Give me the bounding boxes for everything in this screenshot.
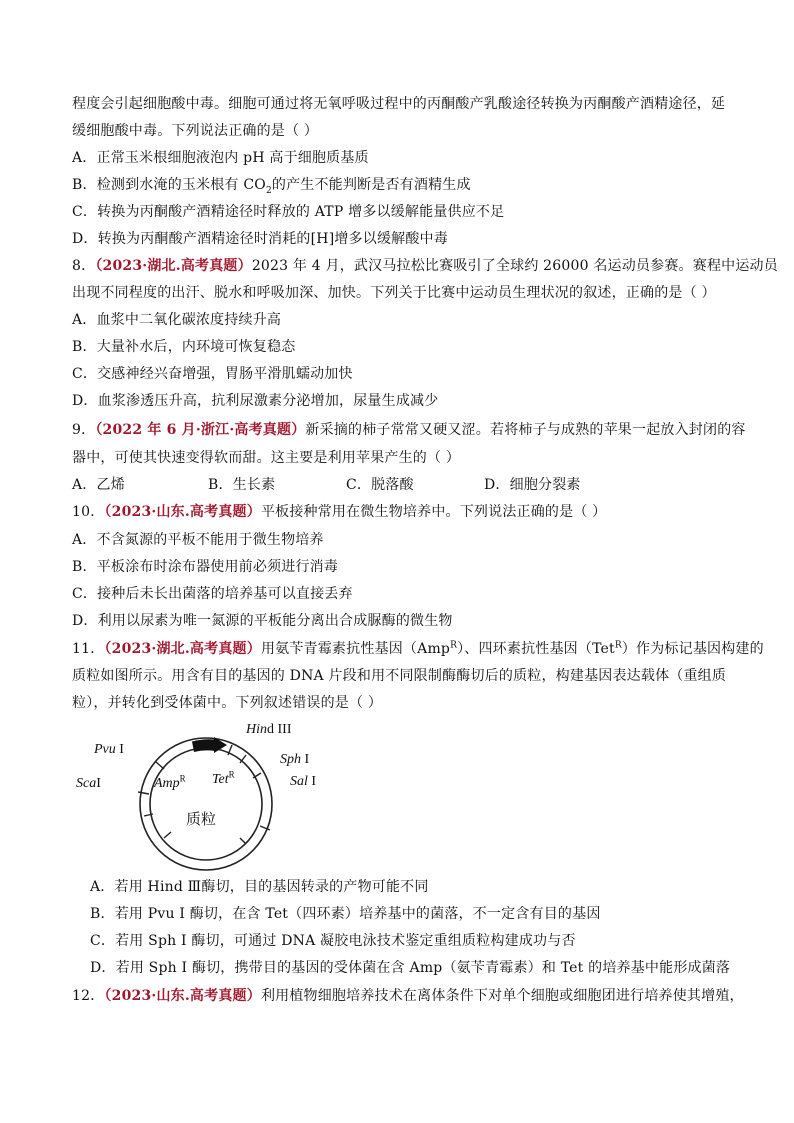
q9-options-row	[72, 475, 732, 495]
q8-option-b: B．大量补水后，内环境可恢复稳态	[72, 339, 296, 355]
q8-option-a: A．血浆中二氧化碳浓度持续升高	[72, 312, 282, 328]
q10-number: 10．	[72, 504, 105, 520]
tet-label: Tet$^R$	[212, 769, 235, 787]
q7-text-line1: 程度会引起细胞酸中毒。细胞可通过将无氧呼吸过程中的丙酮酸产乳酸途径转换为丙酮酸产酒精途径，延	[72, 96, 726, 112]
plasmid-outer-circle	[140, 738, 272, 870]
pvu-label: Pvu I	[94, 742, 124, 757]
q11-stem-b: ）、四环素抗性基因（Tet	[457, 641, 615, 657]
ring-tick-1	[164, 832, 171, 838]
q8-number: 8．	[72, 258, 96, 274]
gene-arrow-body	[192, 739, 215, 752]
q10-text-line1	[72, 502, 732, 522]
q11-option-d: D．若用 Sph I 酶切，携带目的基因的受体菌在含 Amp（氨苄青霉素）和 Tet 的培养基中能形成菌落	[90, 960, 731, 976]
q11-stem-a: 用氨苄青霉素抗性基因（Amp	[260, 641, 451, 657]
hind-label: Hind III	[246, 722, 292, 737]
q11-sup-r2: R	[614, 640, 622, 651]
q8-text-line2: 出现不同程度的出汗、脱水和呼吸加深、加快。下列关于比赛中运动员生理状况的叙述，正确的是（ ）	[72, 285, 716, 301]
pvu-site-tick	[156, 762, 164, 769]
q8-option-c: C．交感神经兴奋增强，胃肠平滑肌蠕动加快	[72, 366, 353, 382]
sal-label: Sal I	[290, 774, 317, 789]
q8-source: （2023·湖北.高考真题）	[95, 258, 252, 274]
q7-option-c: C．转换为丙酮酸产酒精途径时释放的 ATP 增多以缓解能量供应不足	[72, 204, 505, 220]
q7-option-b-pre: B．检测到水淹的玉米根有 CO	[72, 177, 266, 193]
q10-option-b: B．平板涂布时涂布器使用前必须进行消毒	[72, 559, 339, 575]
q10-stem: 平板接种常用在微生物培养中。下列说法正确的是（ ）	[260, 504, 607, 520]
q12-text-line1	[72, 986, 744, 1006]
q10-option-d: D．利用以尿素为唯一氮源的平板能分离出合成脲酶的微生物	[72, 613, 453, 629]
q7-option-b-post: 的产生不能判断是否有酒精生成	[271, 177, 471, 193]
q12-stem: 利用植物细胞培养技术在离体条件下对单个细胞或细胞团进行培养使其增殖，	[260, 988, 744, 1004]
q8-text-line1	[72, 256, 778, 276]
ring-tick-2	[240, 838, 246, 844]
q11-number: 11．	[72, 641, 105, 657]
q9-number: 9．	[72, 422, 96, 438]
q7-option-b	[72, 175, 732, 195]
q9-text-line1	[72, 420, 746, 440]
q9-option-d: D．细胞分裂素	[484, 477, 581, 493]
q12-number: 12．	[72, 988, 105, 1004]
q7-option-a: A．正常玉米根细胞液泡内 pH 高于细胞质基质	[72, 150, 369, 166]
q7-option-b-sub: 2	[265, 185, 272, 196]
q11-source: （2023·湖北.高考真题）	[104, 641, 261, 657]
q9-text-line2: 器中，可使其快速变得软而甜。这主要是利用苹果产生的（ ）	[72, 450, 461, 466]
q12-source: （2023·山东.高考真题）	[104, 988, 261, 1004]
q9-option-c: C．脱落酸	[346, 477, 414, 493]
q11-text-line1	[72, 639, 764, 659]
q9-source: （2022 年 6 月·浙江·高考真题）	[95, 422, 306, 438]
q9-option-a: A．乙烯	[72, 477, 125, 493]
q9-option-b: B．生长素	[208, 477, 276, 493]
sca-site-tick	[138, 792, 149, 794]
q7-option-d: D．转换为丙酮酸产酒精途径时消耗的[H]增多以缓解酸中毒	[72, 231, 448, 247]
sph-label: Sph I	[280, 752, 310, 767]
q9-stem: 新采摘的柿子常常又硬又涩。若将柿子与成熟的苹果一起放入封闭的容	[305, 422, 746, 438]
q10-source: （2023·山东.高考真题）	[104, 504, 261, 520]
q11-option-a: A．若用 Hind Ⅲ酶切，目的基因转录的产物可能不同	[90, 879, 429, 895]
amp-label: Amp$^R$	[154, 773, 186, 791]
q10-option-c: C．接种后未长出菌落的培养基可以直接丢弃	[72, 586, 353, 602]
q11-option-c: C．若用 Sph I 酶切，可通过 DNA 凝胶电泳技术鉴定重组质粒构建成功与否	[90, 933, 576, 949]
q11-text-line3: 粒），并转化到受体菌中。下列叙述错误的是（ ）	[72, 695, 383, 711]
q11-stem-c: ）作为标记基因构建的	[621, 641, 764, 657]
plasmid-diagram	[72, 718, 332, 878]
plasmid-center-label: 质粒	[186, 810, 217, 828]
sca-label: ScaI	[76, 776, 101, 791]
q7-text-line2: 缓细胞酸中毒。下列说法正确的是（ ）	[72, 123, 319, 139]
q8-option-d: D．血浆渗透压升高，抗利尿激素分泌增加，尿量生成减少	[72, 393, 439, 409]
q11-option-b: B．若用 Pvu I 酶切，在含 Tet（四环素）培养基中的菌落，不一定含有目的基因	[90, 906, 601, 922]
q8-stem: 2023 年 4 月，武汉马拉松比赛吸引了全球约 26000 名运动员参赛。赛程中运动员	[251, 258, 778, 274]
q10-option-a: A．不含氮源的平板不能用于微生物培养	[72, 532, 324, 548]
q11-sup-r1: R	[450, 640, 458, 651]
q11-text-line2: 质粒如图所示。用含有目的基因的 DNA 片段和用不同限制酶酶切后的质粒，构建基因表达载体（重组质	[72, 668, 727, 684]
